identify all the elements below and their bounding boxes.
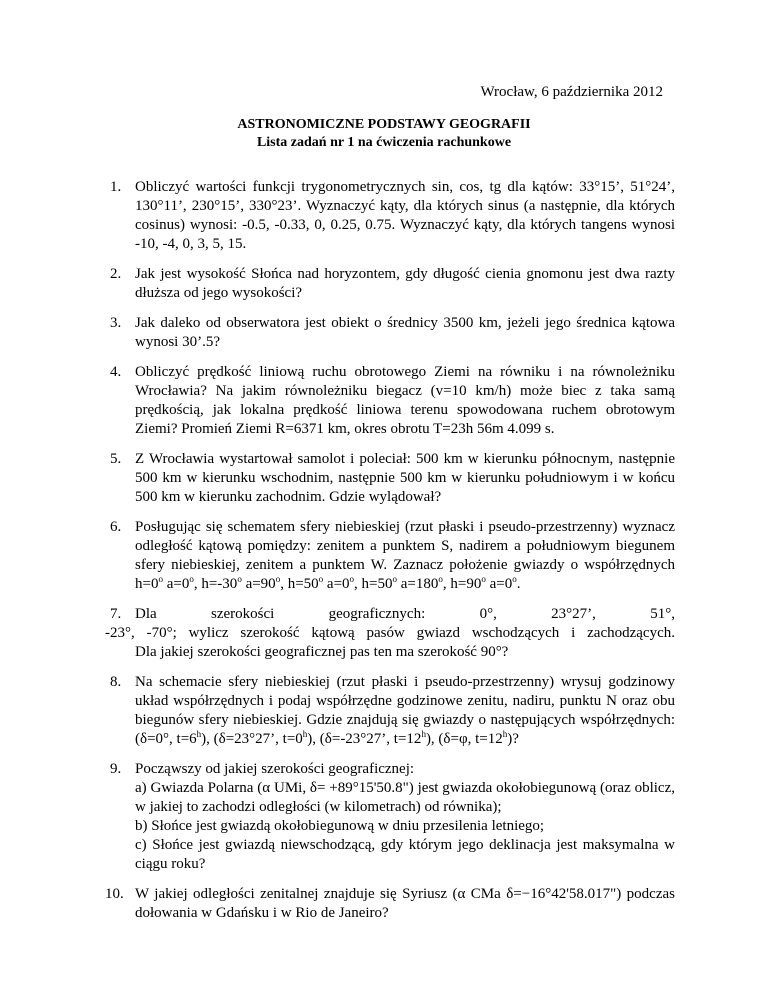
document-subtitle: Lista zadań nr 1 na ćwiczenia rachunkowe [256,135,512,150]
task-subitem-a: a) Gwiazda Polarna (α UMi, δ= +89°15'50.8") jest gwiazda okołobiegunową (oraz oblicz, w jakiej to zachodzi odległości (w kilometrach) od równika); [135,780,675,815]
document-date: Wrocław, 6 października 2012 [480,84,663,100]
task-item [105,760,675,874]
task-number: 2. [110,266,122,282]
task-item [105,605,675,662]
task-item [105,673,675,749]
task-text: Jak jest wysokość Słońca nad horyzontem, gdy długość cienia gnomonu jest dwa razty dłuższa od jego wysokości? [135,266,675,301]
task-number: 1. [110,179,122,195]
task-item [105,885,675,923]
task-text: Posługując się schematem sfery niebieskiej (rzut płaski i pseudo-przestrzenny) wyznacz odległość kątową pomiędzy: zenitem a punktem S, nadirem a południowym biegunem sfery niebieskiej, zenitem a punktem W. Zaznacz położenie gwiazdy o współrzędnych [135,519,675,573]
task-text: Na schemacie sfery niebieskiej (rzut płaski i pseudo-przestrzenny) wrysuj godzinowy układ współrzędnych i podaj współrzędne godzinowe zenitu, nadiru, punktu N oraz obu biegunów sfery niebieskiej. Gdzie znajdują się gwiazdy o następujących współrzędnych: [135,674,675,728]
task-number: 6. [110,519,122,535]
task-text: W jakiej odległości zenitalnej znajduje się Syriusz (α CMa δ=−16°42'58.017") podczas dołowania w Gdańsku i w Rio de Janeiro? [135,886,675,921]
task-list [105,178,675,934]
task-coordinates: $h=0^o$ $a=0^o$, $h=-30^o$ $a=90^o$, $h=50^o$ $a=0^o$, $h=50^o$ $a=180^o$, $h=90^o$ $a=0^o$. [135,574,521,592]
task-number: 10. [105,886,124,902]
task-number: 3. [110,315,122,331]
task-number: 4. [110,364,122,380]
task-intro: Począwszy od jakiej szerokości geograficznej: [135,761,415,777]
task-text: Obliczyć prędkość liniową ruchu obrotowego Ziemi na równiku i na równoleżniku Wrocławia? Na jakim równoleżniku biegacz (v=10 km/h) może biec z taka samą prędkością, jak lokalna prędkość liniowa terenu spowodowana ruchem obrotowym Ziemi? Promień Ziemi R=6371 km, okres obrotu T=23h 56m 4.099 s. [135,364,675,437]
task-number: 9. [110,761,122,777]
task-subitem-c: c) Słońce jest gwiazdą niewschodzącą, gdy którym jego deklinacja jest maksymalna w ciągu roku? [135,837,675,872]
task-item [105,450,675,507]
task-item [105,518,675,594]
task-line: Dla szerokości geograficznych: 0°, 23°27’, 51°, [135,606,675,622]
task-subitem-b: b) Słońce jest gwiazdą okołobiegunową w dniu przesilenia letniego; [135,818,545,834]
task-line: Dla jakiej szerokości geograficznej pas ten ma szerokość 90°? [135,644,509,660]
task-text: Z Wrocławia wystartował samolot i poleciał: 500 km w kierunku północnym, następnie 500 km w kierunku wschodnim, następnie 500 km w kierunku południowym i w końcu 500 km w kierunku zachodnim. Gdzie wylądował? [135,451,675,505]
task-line: -23°, -70°; wylicz szerokość kątową pasów gwiazd wschodzących i zachodzących. [105,625,675,641]
task-coordinates: (δ=0°, $t=6^h$), (δ=23°27’, $t=0^h$), (δ=-23°27’, $t=12^h$), (δ=φ, $t=12^h$)? [135,729,519,747]
task-text: Jak daleko od obserwatora jest obiekt o średnicy 3500 km, jeżeli jego średnica kątowa wynosi 30’.5? [135,315,675,350]
task-item [105,265,675,303]
task-number: 8. [110,674,122,690]
task-text: Obliczyć wartości funkcji trygonometrycznych sin, cos, tg dla kątów: 33°15’, 51°24’, 130°11’, 230°15’, 330°23’. Wyznaczyć kąty, dla których sinus (a następnie, dla których cosinus) wynosi: -0.5, -0.33, 0, 0.25, 0.75. Wyznaczyć kąty, dla których tangens wynosi -10, -4, 0, 3, 5, 15. [135,179,675,252]
task-item [105,314,675,352]
task-item [105,363,675,439]
document-title: ASTRONOMICZNE PODSTAWY GEOGRAFII [237,117,531,132]
task-number: 7. [110,606,122,622]
task-item [105,178,675,254]
task-number: 5. [110,451,122,467]
